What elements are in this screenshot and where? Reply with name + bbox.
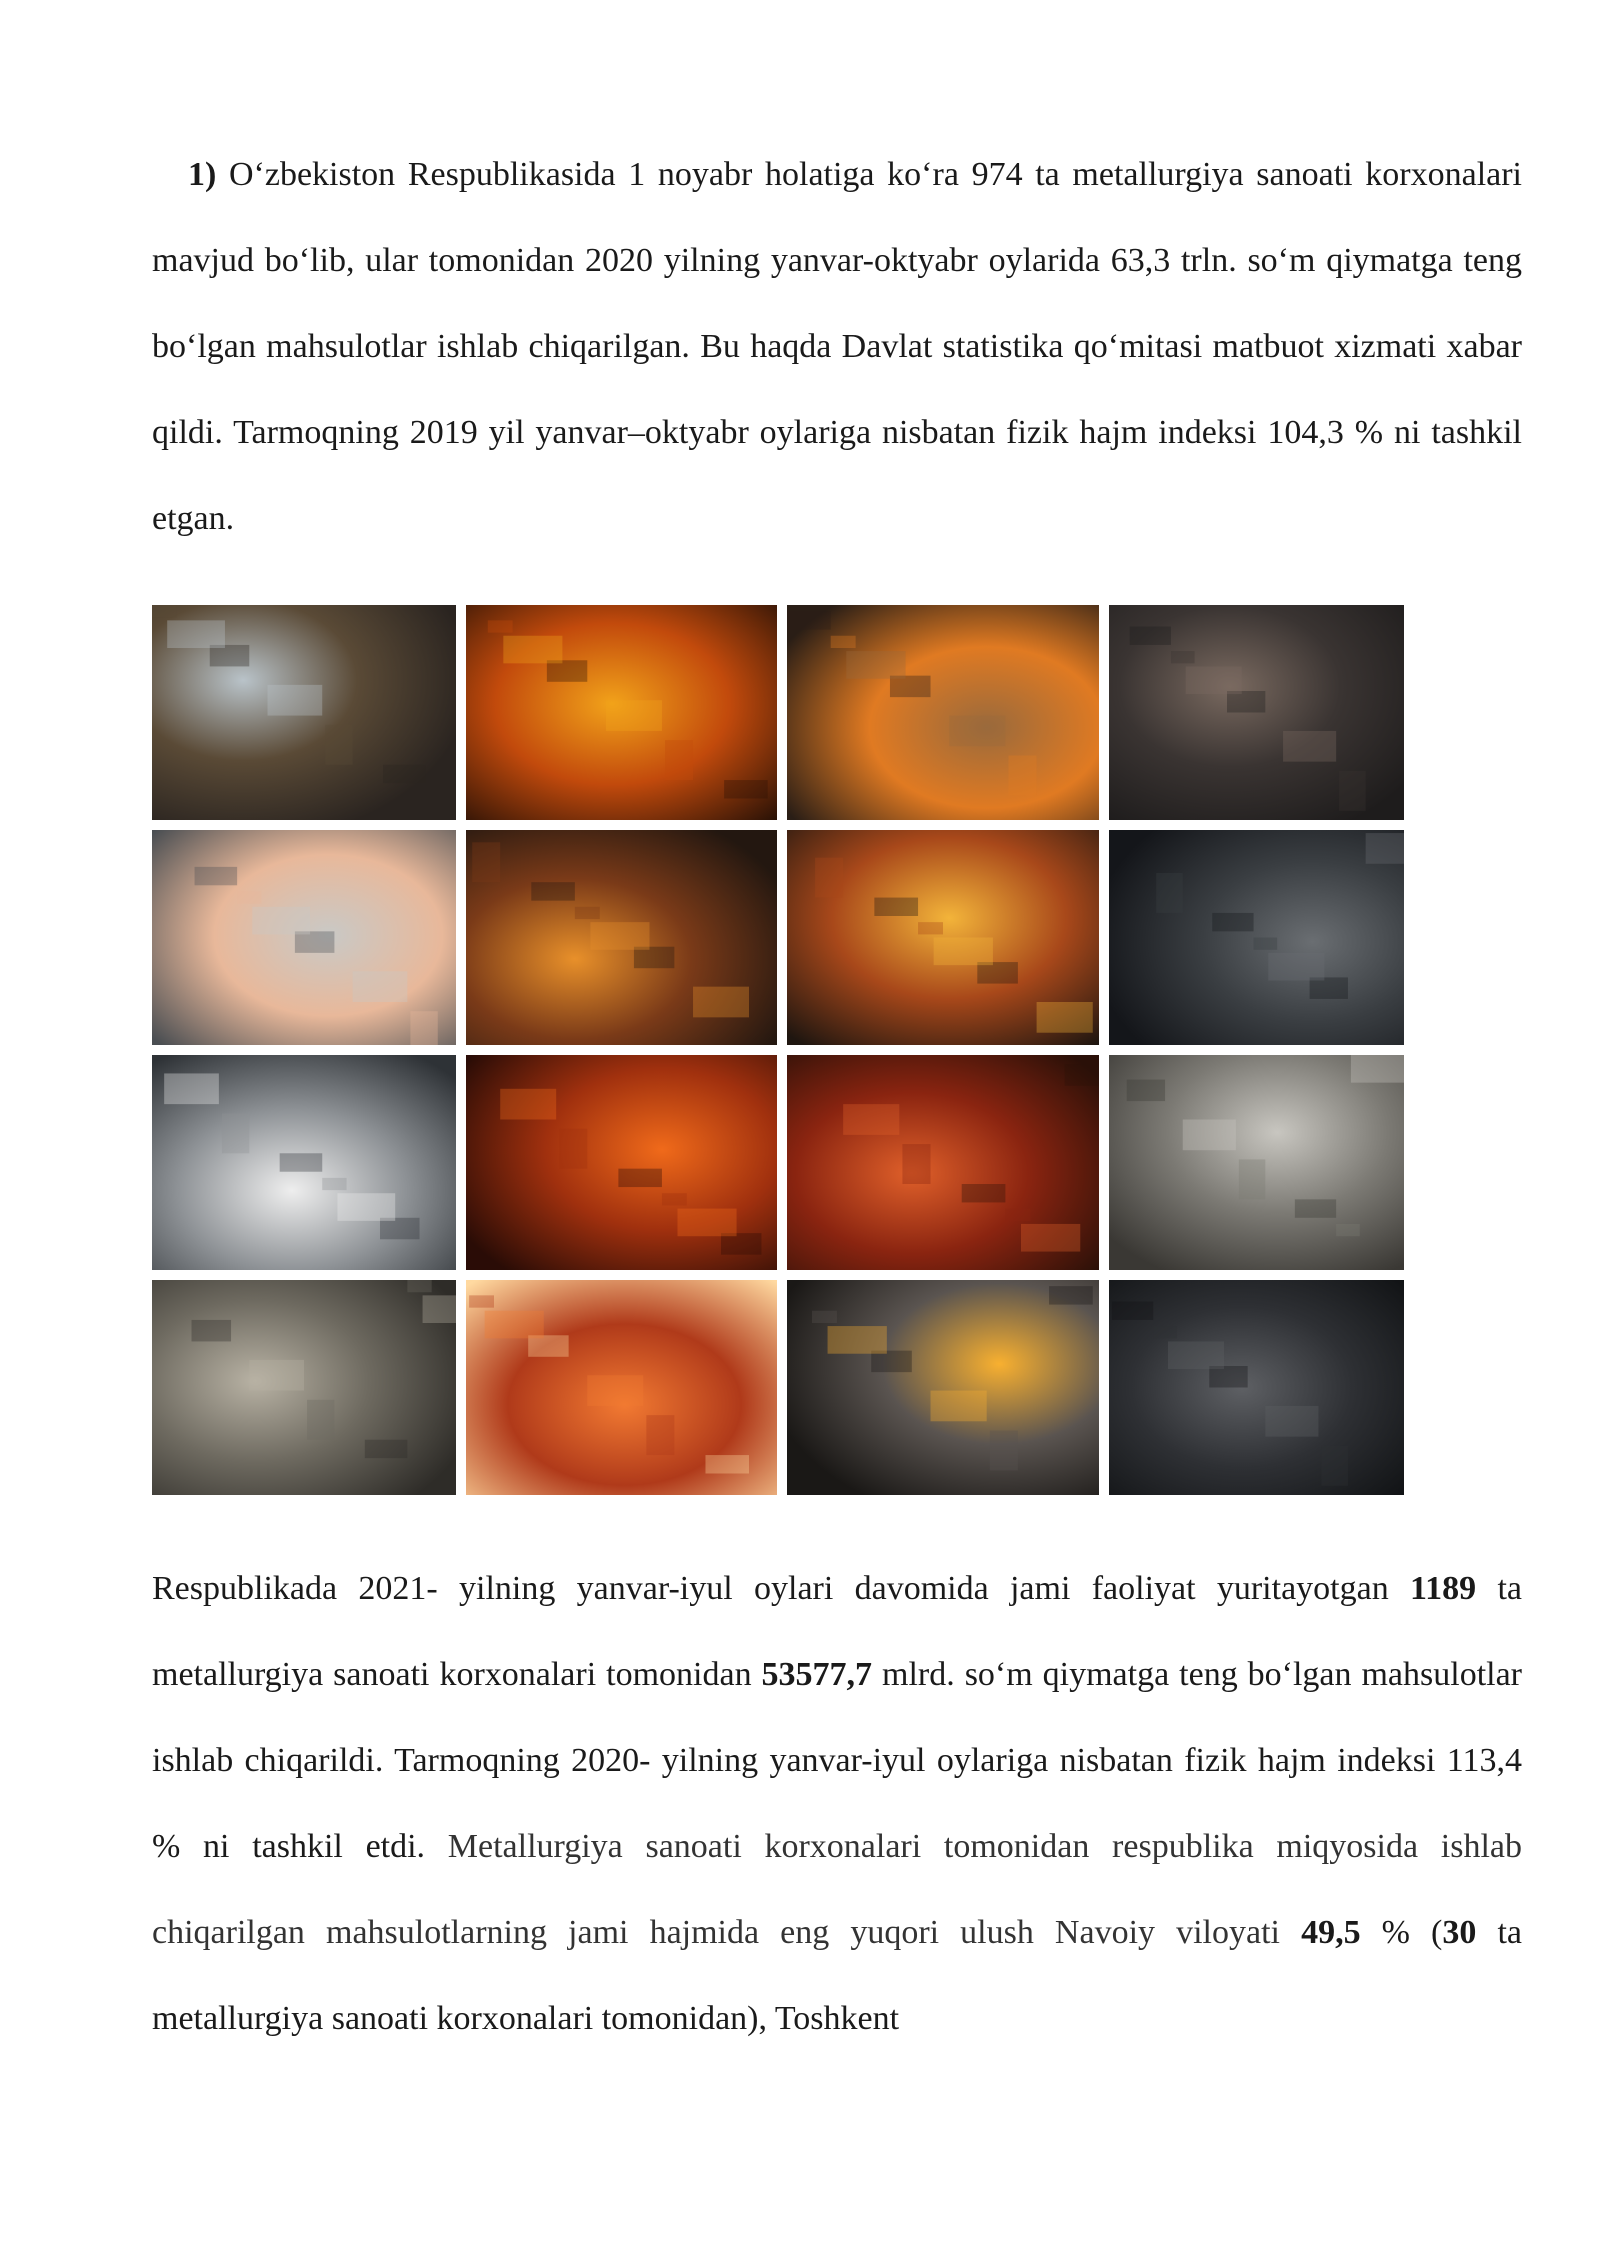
paragraph-1 <box>152 132 1522 562</box>
production-value: 53577,7 <box>761 1656 873 1693</box>
paragraph-2-text-6: ta metallurgiya sanoati korxonalari tomonidan), Toshkent <box>152 1914 1522 2037</box>
paragraph-2-text-4: Metallurgiya sanoati korxonalari tomonidan respublika miqyosida ishlab chiqarilgan mahsulotlarning jami hajmida eng yuqori ulush Navoiy viloyati <box>152 1828 1522 1951</box>
mining-dump-truck-photo <box>152 605 456 820</box>
steel-mill-interior-photo <box>787 605 1099 820</box>
paragraph-number: 1) <box>188 156 217 193</box>
hot-slab-rolling-photo <box>466 1055 777 1270</box>
hot-rings-line-photo <box>787 1280 1099 1495</box>
furnace-fire-photo <box>466 605 777 820</box>
rebar-bundle-photo <box>1109 1280 1404 1495</box>
hot-furnace-hall-photo <box>466 830 777 1045</box>
molten-ladle-photo <box>787 830 1099 1045</box>
metallurgy-photo-collage <box>152 605 1404 1501</box>
ore-rail-wagons-photo <box>1109 605 1404 820</box>
metal-roll-machine-photo <box>152 830 456 1045</box>
round-bars-stack-photo <box>1109 1055 1404 1270</box>
paragraph-2-text-1: Respublikada 2021- yilning yanvar-iyul oylari davomida jami faoliyat yuritayotgan <box>152 1570 1411 1607</box>
steel-pipes-photo <box>1109 830 1404 1045</box>
glowing-billets-photo <box>466 1280 777 1495</box>
paragraph-2 <box>152 1546 1522 2062</box>
navoiy-share: 49,5 <box>1301 1914 1361 1951</box>
steel-profiles-photo <box>152 1055 456 1270</box>
nuts-bolts-photo <box>152 1280 456 1495</box>
red-hot-mill-photo <box>787 1055 1099 1270</box>
paragraph-1-text: O‘zbekiston Respublikasida 1 noyabr holatiga ko‘ra 974 ta metallurgiya sanoati korxonalari mavjud bo‘lib, ular tomonidan 2020 yilning yanvar-oktyabr oylarida 63,3 trln. so‘m qiymatga teng bo‘lgan mahsulotlar ishlab chiqarilgan. Bu haqda Davlat statistika qo‘mitasi matbuot xizmati xabar qildi. Tarmoqning 2019 yil yanvar–oktyabr oylariga nisbatan fizik hajm indeksi 104,3 % ni tashkil etgan. <box>152 156 1522 537</box>
paragraph-2-text-3: mlrd. so‘m qiymatga teng bo‘lgan mahsulotlar ishlab chiqarildi. Tarmoqning 2020- yilning yanvar-iyul oylariga nisbatan fizik hajm indeksi 113,4 % ni tashkil etdi. <box>152 1656 1523 1865</box>
navoiy-enterprise-count: 30 <box>1442 1914 1477 1951</box>
paragraph-2-text-5: % ( <box>1360 1914 1443 1951</box>
paragraph-2-text-2: ta metallurgiya sanoati korxonalari tomonidan <box>152 1570 1522 1693</box>
enterprise-count: 1189 <box>1410 1570 1477 1607</box>
